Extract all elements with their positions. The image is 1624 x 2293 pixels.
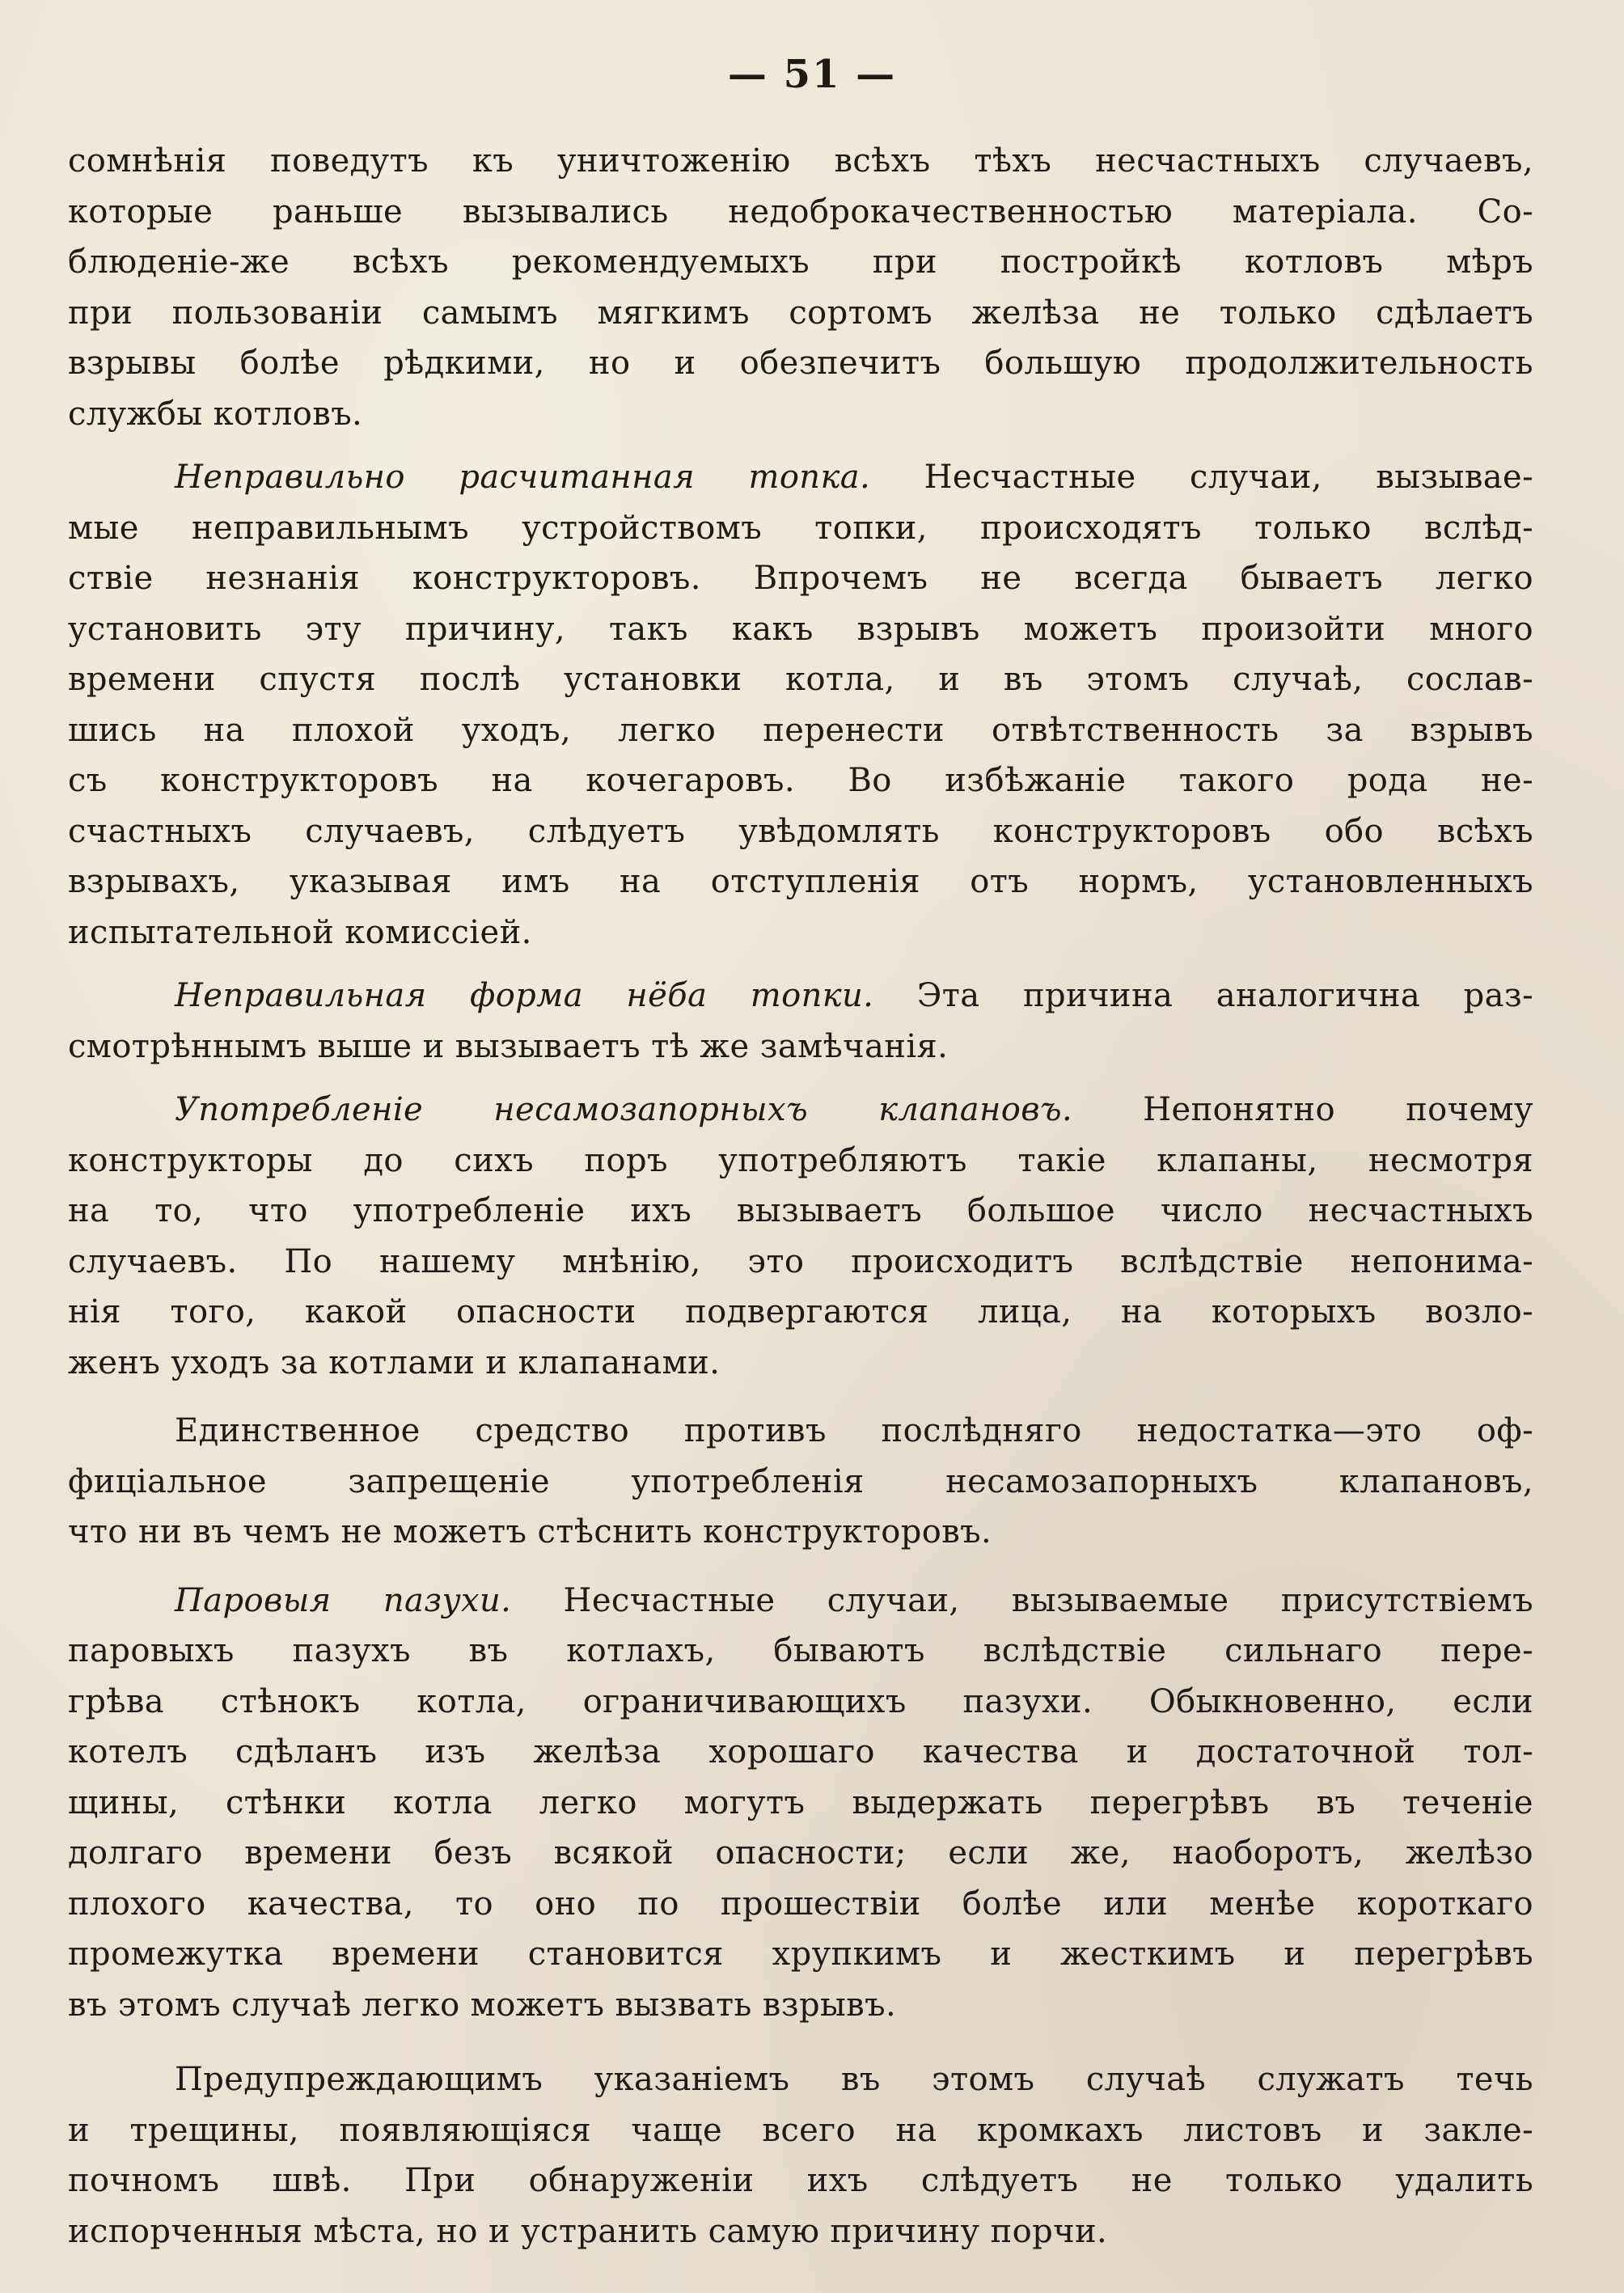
text-line xyxy=(68,971,1533,1022)
text-line: взрывы болѣе рѣдкими, но и обезпечитъ большую продолжительность xyxy=(68,345,1533,382)
text-line: сомнѣнія поведутъ къ уничтоженію всѣхъ тѣхъ несчастныхъ случаевъ, xyxy=(68,142,1533,180)
text-line xyxy=(68,1085,1533,1136)
text-line: конструкторы до сихъ поръ употребляютъ такіе клапаны, несмотря xyxy=(68,1141,1533,1179)
text-line: фиціальное запрещеніе употребленія несамозапорныхъ клапановъ, xyxy=(68,1462,1533,1500)
paragraph-1 xyxy=(68,136,1533,439)
text-line: времени спустя послѣ установки котла, и въ этомъ случаѣ, сослав- xyxy=(68,661,1533,698)
text-line: и трещины, появляющіяся чаще всего на кромкахъ листовъ и закле- xyxy=(68,2111,1533,2149)
text-line: плохого качества, то оно по прошествіи болѣе или менѣе короткаго xyxy=(68,1885,1533,1923)
paragraph-5 xyxy=(68,1406,1533,1558)
text-line: котелъ сдѣланъ изъ желѣза хорошаго качества и достаточной тол- xyxy=(68,1733,1533,1771)
text-line: шись на плохой уходъ, легко перенести отвѣтственность за взрывъ xyxy=(68,711,1533,749)
body-text xyxy=(68,136,1533,2257)
text-line: что ни въ чемъ не можетъ стѣснить конструкторовъ. xyxy=(68,1513,992,1551)
text-run: Несчастные случаи, вызывае- xyxy=(870,459,1533,496)
text-line: ствіе незнанія конструкторовъ. Впрочемъ не всегда бываетъ легко xyxy=(68,560,1533,597)
text-line: счастныхъ случаевъ, слѣдуетъ увѣдомлять конструкторовъ обо всѣхъ xyxy=(68,812,1533,850)
text-line: Предупреждающимъ указаніемъ въ этомъ случаѣ служатъ течь xyxy=(175,2061,1533,2098)
text-run: Несчастные случаи, вызываемые присутствіемъ xyxy=(511,1581,1533,1619)
text-line: нія того, какой опасности подвергаются лица, на которыхъ возло- xyxy=(68,1293,1533,1331)
text-line: мые неправильнымъ устройствомъ топки, происходятъ только вслѣд- xyxy=(68,509,1533,547)
text-line: испорченныя мѣста, но и устранить самую причину порчи. xyxy=(68,2212,1108,2250)
text-line xyxy=(68,452,1533,503)
paragraph-3 xyxy=(68,971,1533,1072)
text-line: случаевъ. По нашему мнѣнію, это происходитъ вслѣдствіе непонима- xyxy=(68,1242,1533,1280)
paragraph-4 xyxy=(68,1085,1533,1388)
section-heading: Неправильная форма нёба топки. xyxy=(175,977,874,1014)
paragraph-7 xyxy=(68,2054,1533,2257)
text-line: паровыхъ пазухъ въ котлахъ, бываютъ вслѣдствіе сильнаго пере- xyxy=(68,1632,1533,1669)
text-line: щины, стѣнки котла легко могутъ выдержать перегрѣвъ въ теченіе xyxy=(68,1783,1533,1821)
section-heading: Употребленіе несамозапорныхъ клапановъ. xyxy=(175,1091,1073,1128)
text-line: долгаго времени безъ всякой опасности; если же, наоборотъ, желѣзо xyxy=(68,1834,1533,1872)
text-line: службы котловъ. xyxy=(68,395,363,433)
text-line: промежутка времени становится хрупкимъ и жесткимъ и перегрѣвъ xyxy=(68,1936,1533,1973)
text-run: Эта причина аналогична раз- xyxy=(873,977,1533,1014)
text-line: при пользованіи самымъ мягкимъ сортомъ желѣза не только сдѣлаетъ xyxy=(68,294,1533,332)
page-number: — 51 — xyxy=(727,52,897,97)
text-line xyxy=(68,1576,1533,1627)
paragraph-6 xyxy=(68,1576,1533,2031)
section-heading: Паровыя пазухи. xyxy=(175,1581,512,1619)
text-line: которые раньше вызывались недоброкачественностью матеріала. Со- xyxy=(68,192,1533,231)
text-line: грѣва стѣнокъ котла, ограничивающихъ пазухи. Обыкновенно, если xyxy=(68,1682,1533,1720)
text-line: взрывахъ, указывая имъ на отступленія отъ нормъ, установленныхъ xyxy=(68,863,1533,900)
text-line: съ конструкторовъ на кочегаровъ. Во избѣжаніе такого рода не- xyxy=(68,762,1533,799)
text-line: испытательной комиссіей. xyxy=(68,913,532,951)
text-line: установить эту причину, такъ какъ взрывъ можетъ произойти много xyxy=(68,610,1533,648)
text-line: почномъ швѣ. При обнаруженіи ихъ слѣдуетъ не только удалить xyxy=(68,2162,1533,2199)
text-line: въ этомъ случаѣ легко можетъ вызвать взрывъ. xyxy=(68,1986,897,2024)
paragraph-2 xyxy=(68,452,1533,958)
text-line: Единственное средство противъ послѣдняго недостатка—это оф- xyxy=(175,1412,1533,1449)
text-line: женъ уходъ за котлами и клапанами. xyxy=(68,1343,721,1381)
text-line: смотрѣннымъ выше и вызываетъ тѣ же замѣчанія. xyxy=(68,1027,949,1065)
text-line: на то, что употребленіе ихъ вызываетъ большое число несчастныхъ xyxy=(68,1192,1533,1229)
section-heading: Неправильно расчитанная топка. xyxy=(175,459,871,496)
text-line: блюденіе-же всѣхъ рекомендуемыхъ при постройкѣ котловъ мѣръ xyxy=(68,243,1533,281)
text-run: Непонятно почему xyxy=(1072,1091,1533,1128)
